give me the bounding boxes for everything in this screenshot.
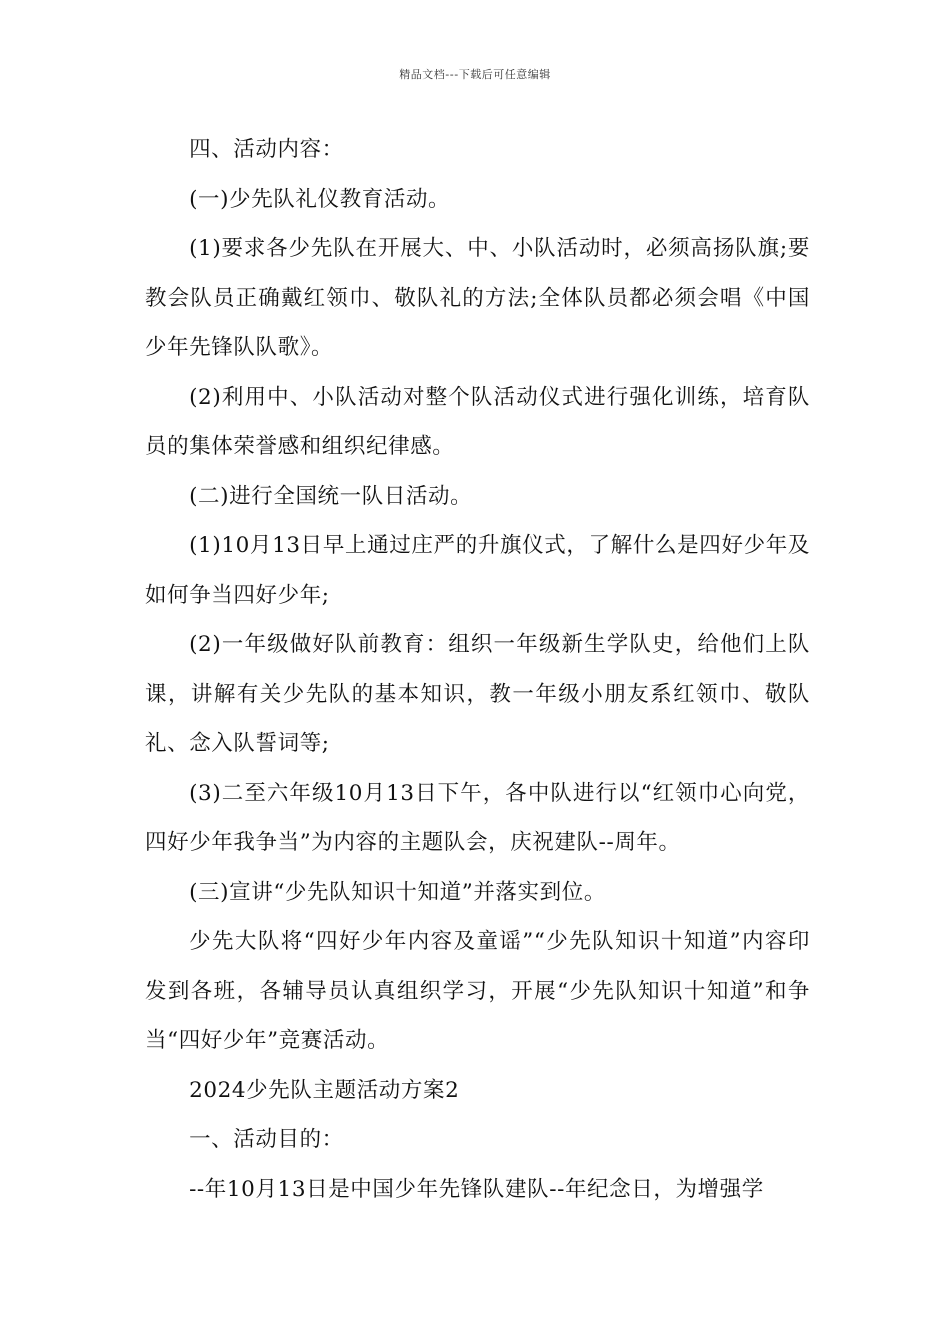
paragraph-knowledge: 少先大队将“四好少年内容及童谣”“少先队知识十知道”内容印发到各班，各辅导员认真组织学习，开展“少先队知识十知道”和争当“四好少年”竞赛活动。	[145, 929, 810, 1053]
subsection-heading-team-day: (二)进行全国统一队日活动。	[189, 483, 473, 509]
paragraph-etiquette-1: (1)要求各少先队在开展大、中、小队活动时，必须高扬队旗;要教会队员正确戴红领巾、敬队礼的方法;全体队员都必须会唱《中国少年先锋队队歌》。	[145, 236, 810, 360]
paragraph-team-day-2: (2)一年级做好队前教育：组织一年级新生学队史，给他们上队课，讲解有关少先队的基本知识，教一年级小朋友系红领巾、敬队礼、念入队誓词等;	[145, 632, 810, 756]
section-heading-purpose: 一、活动目的：	[189, 1127, 344, 1152]
subsection-heading-etiquette: (一)少先队礼仪教育活动。	[189, 186, 451, 212]
subsection-heading-knowledge: (三)宣讲“少先队知识十知道”并落实到位。	[189, 879, 606, 905]
plan-title-2: 2024少先队主题活动方案2	[189, 1077, 460, 1103]
paragraph-etiquette-2: (2)利用中、小队活动对整个队活动仪式进行强化训练，培育队员的集体荣誉感和组织纪律感。	[145, 384, 810, 459]
paragraph-purpose: --年10月13日是中国少年先锋队建队--年纪念日，为增强学	[189, 1176, 764, 1202]
section-heading-activity-content: 四、活动内容：	[189, 137, 344, 162]
document-body	[145, 125, 810, 1214]
page-header: 精品文档---下载后可任意编辑	[399, 68, 551, 81]
paragraph-team-day-3: (3)二至六年级10月13日下午，各中队进行以“红领巾心向党，四好少年我争当”为内容的主题队会，庆祝建队--周年。	[145, 780, 810, 855]
paragraph-team-day-1: (1)10月13日早上通过庄严的升旗仪式，了解什么是四好少年及如何争当四好少年;	[145, 533, 810, 608]
